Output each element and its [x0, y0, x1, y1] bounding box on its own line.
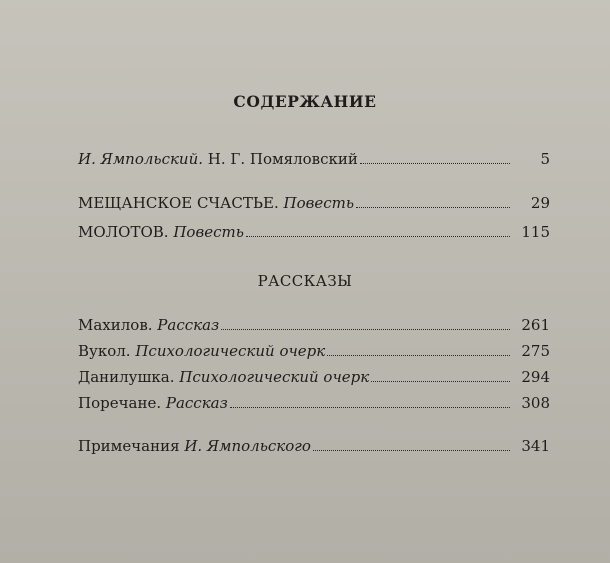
- toc-page-number: 341: [521, 437, 550, 455]
- dot-leader: [221, 317, 510, 330]
- toc-entry: [78, 223, 550, 241]
- toc-page-number: 115: [521, 223, 550, 241]
- toc-entry: [78, 394, 550, 412]
- toc-entry-work: Данилушка.: [78, 368, 175, 386]
- section-title: РАССКАЗЫ: [257, 272, 353, 290]
- dot-leader: [356, 195, 510, 208]
- toc-entry-title: [78, 194, 354, 212]
- toc-entry-genre: Повесть: [168, 223, 244, 241]
- toc-entry: [78, 194, 550, 212]
- toc-entry: [78, 437, 550, 455]
- toc-entry-subtitle: Н. Г. Помяловский: [203, 150, 358, 168]
- dot-leader: [360, 151, 510, 164]
- toc-entry-title: [78, 394, 228, 412]
- toc-page-number: 308: [521, 394, 550, 412]
- toc-entry-work: Вукол.: [78, 342, 131, 360]
- toc-entry-work: Поречане.: [78, 394, 162, 412]
- toc-page-number: 275: [521, 342, 550, 360]
- toc-page-number: 5: [540, 150, 550, 168]
- contents-heading: СОДЕРЖАНИЕ: [233, 92, 377, 111]
- toc-entry-genre: И. Ямпольского: [179, 437, 311, 455]
- dot-leader: [230, 395, 510, 408]
- toc-entry-genre: Рассказ: [161, 394, 228, 412]
- toc-entry-title: [78, 437, 311, 455]
- toc-entry-author: И. Ямпольский.: [78, 150, 204, 168]
- toc-entry-genre: Повесть: [278, 194, 354, 212]
- toc-page-number: 29: [530, 194, 550, 212]
- toc-entry-genre: Психологический очерк: [130, 342, 326, 360]
- dot-leader: [246, 224, 510, 237]
- toc-entry-genre: Психологический очерк: [174, 368, 370, 386]
- toc-entry-title: [78, 150, 358, 168]
- toc-entry: [78, 368, 550, 386]
- toc-page-number: 261: [521, 316, 550, 334]
- toc-entry-work: Махилов.: [78, 316, 153, 334]
- toc-entry-title: [78, 368, 369, 386]
- toc-entry: [78, 150, 550, 168]
- toc-entry-work: МОЛОТОВ.: [78, 223, 169, 241]
- dot-leader: [313, 438, 510, 451]
- toc-page-number: 294: [521, 368, 550, 386]
- toc-entry-title: [78, 316, 219, 334]
- toc-entry-work: Примечания: [78, 437, 180, 455]
- dot-leader: [371, 369, 510, 382]
- toc-entry-title: [78, 223, 244, 241]
- toc-entry-title: [78, 342, 325, 360]
- toc-entry: [78, 342, 550, 360]
- dot-leader: [327, 343, 510, 356]
- toc-entry-work: МЕЩАНСКОЕ СЧАСТЬЕ.: [78, 194, 279, 212]
- toc-entry-genre: Рассказ: [152, 316, 220, 334]
- toc-entry: [78, 316, 550, 334]
